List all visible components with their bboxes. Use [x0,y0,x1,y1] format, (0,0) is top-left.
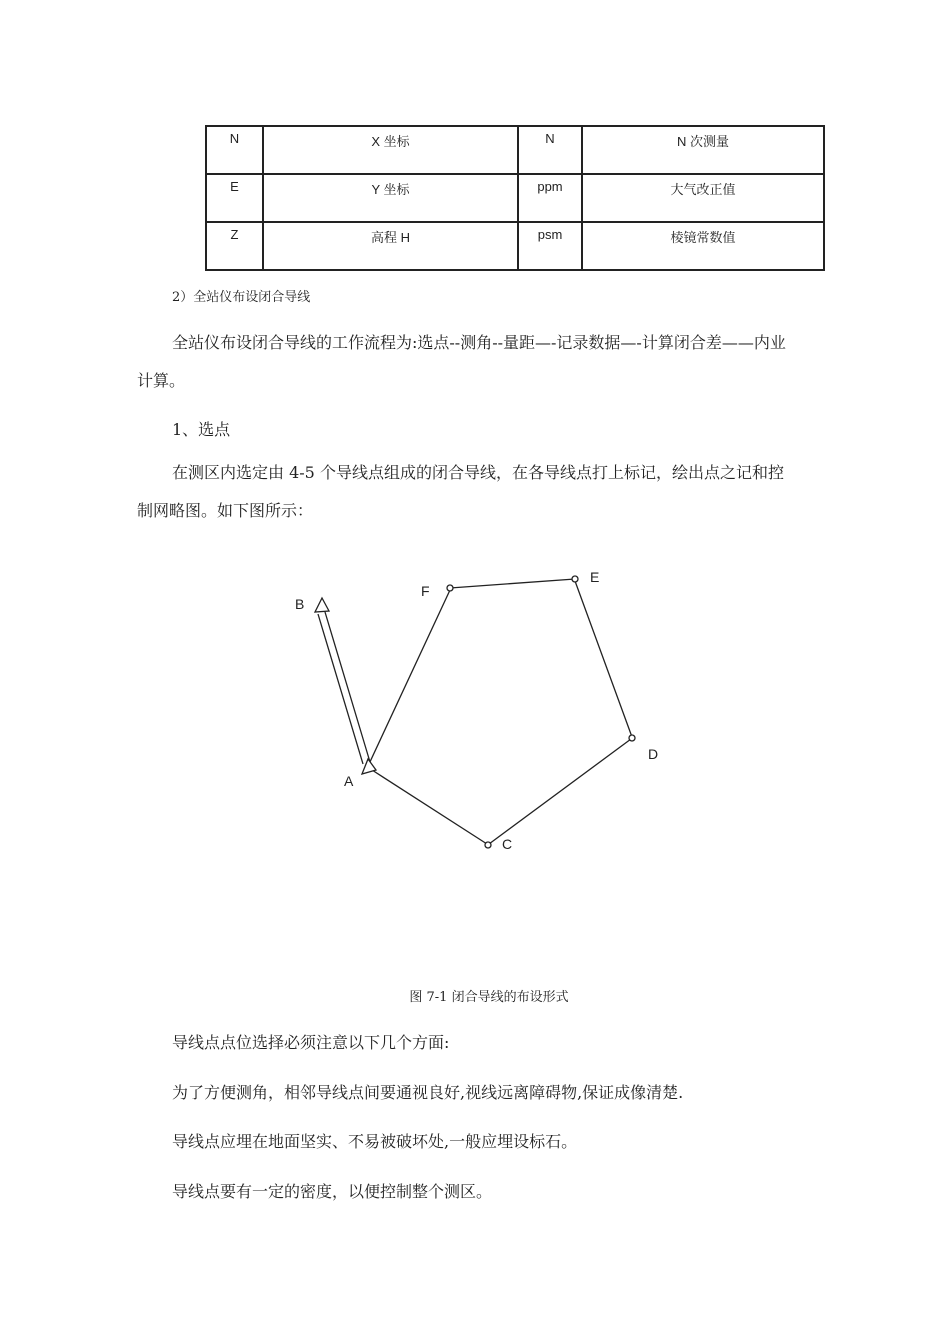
figure-caption: 图 7-1 闭合导线的布设形式 [409,990,569,1005]
line-b-a-2 [325,612,370,762]
point-label-f: F [421,583,430,599]
line-f-e [450,579,575,588]
point-d-marker [629,735,635,741]
workflow-paragraph: 全站仪布设闭合导线的工作流程为:选点--测角--量距—-记录数据—-计算闭合差——内业 [172,333,786,352]
table-cell: Y 坐标 [263,174,518,222]
step1-heading: 1、选点 [172,420,231,439]
table-cell: N 次测量 [582,126,824,174]
point-label-b: B [295,596,305,612]
point-label-c: C [502,836,513,852]
note-item: 导线点应埋在地面坚实、不易被破坏处,一般应埋设标石。 [172,1132,578,1151]
point-e-marker [572,576,578,582]
triangle-marker-b [315,598,329,612]
table-cell: psm [518,222,582,270]
step1-paragraph-continuation: 制网略图。如下图所示： [137,501,314,520]
notes-intro: 导线点点位选择必须注意以下几个方面: [172,1033,450,1052]
note-item: 为了方便测角，相邻导线点间要通视良好,视线远离障碍物,保证成像清楚. [172,1083,684,1102]
table-cell: 大气改正值 [582,174,824,222]
line-d-c [489,739,631,844]
table-cell: ppm [518,174,582,222]
line-e-d [575,581,632,737]
point-label-a: A [344,773,354,789]
workflow-paragraph-continuation: 计算。 [137,371,186,390]
table-cell: 高程 H [263,222,518,270]
table-cell: X 坐标 [263,126,518,174]
line-a-f [369,590,450,764]
table-cell: N [206,126,263,174]
table-cell: E [206,174,263,222]
point-label-d: D [648,746,659,762]
table-cell: Z [206,222,263,270]
point-label-e: E [590,569,600,585]
point-c-marker [485,842,491,848]
table-cell: N [518,126,582,174]
point-f-marker [447,585,453,591]
table-cell: 棱镜常数值 [582,222,824,270]
step1-paragraph: 在测区内选定由 4-5 个导线点组成的闭合导线，在各导线点打上标记，绘出点之记和控 [172,463,784,482]
line-b-a-1 [318,614,363,764]
section-heading: 2）全站仪布设闭合导线 [172,290,311,305]
note-item: 导线点要有一定的密度，以便控制整个测区。 [172,1182,493,1201]
line-c-a [372,770,487,844]
